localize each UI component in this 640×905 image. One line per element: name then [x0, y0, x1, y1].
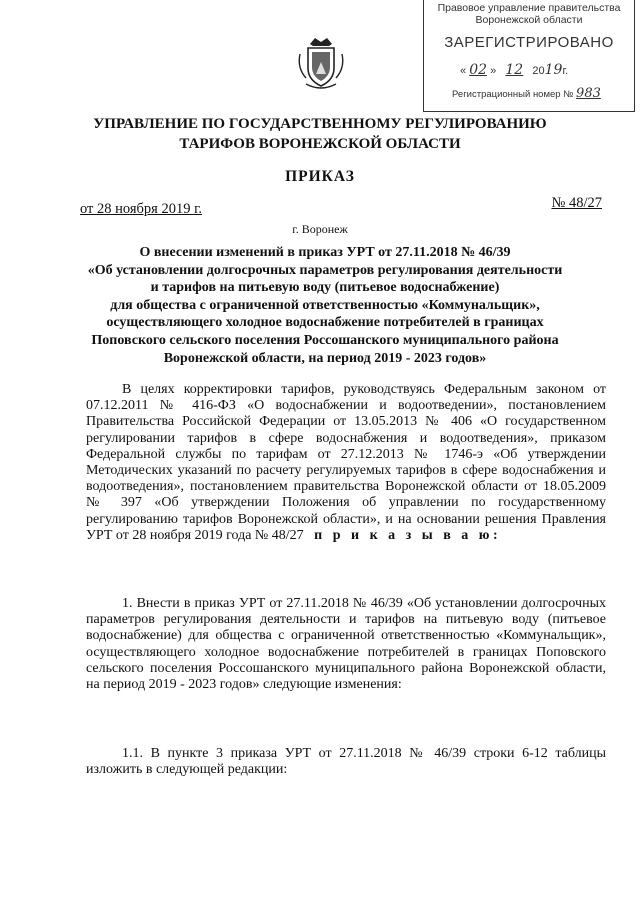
- preamble-text: В целях корректировки тарифов, руководствуясь Федеральным законом от 07.12.2011 № 416-ФЗ «О водоснабжении и водоотведении», постановлением Правительства Российской Федерации от 13.05.2013 № 406 «О государственном регулировании тарифов в сфере водоснабжения и водоотведения», приказом Федеральной службы по тарифам от 27.12.2013 № 1746-э «Об утверждении Методических указаний по расчету регулируемых тарифов в сфере водоснабжения и водоотведения», постановлением правительства Воронежской области от 18.05.2009 № 397 «Об утверждении Положения об управлении по государственному регулированию тарифов Воронежской области», и на основании решения Правления УРТ от 28 ноября 2019 года № 48/27: [86, 382, 606, 543]
- stamp-org-line1: Правовое управление правительства: [437, 2, 621, 14]
- stamp-reg-number: Регистрационный номер № 983: [452, 86, 601, 101]
- subject-line: Поповского сельского поселения Россошанского муниципального района: [91, 332, 559, 348]
- item-1-paragraph: 1. Внести в приказ УРТ от 27.11.2018 № 46/39 «Об установлении долгосрочных параметров регулирования деятельности и тарифов на питьевую воду (питьевое водоснабжение) для общества с ограниченной ответственностью «Коммунальщик», осуществляющего холодное водоснабжение потребителей в границах Поповского сельского поселения Россошанского муниципального района Воронежской области, на период 2019 - 2023 годов» следующие изменения:: [86, 596, 606, 693]
- header-line1: УПРАВЛЕНИЕ ПО ГОСУДАРСТВЕННОМУ РЕГУЛИРОВАНИЮ: [93, 116, 547, 132]
- order-word: п р и к а з ы в а ю:: [314, 527, 502, 543]
- document-subject: [60, 244, 590, 367]
- stamp-date: « 02 » 12 2019г.: [460, 62, 569, 78]
- document-title: ПРИКАЗ: [285, 168, 355, 185]
- subject-line: О внесении изменений в приказ УРТ от 27.11.2018 № 46/39: [139, 245, 511, 260]
- subject-line: и тарифов на питьевую воду (питьевое водоснабжение): [150, 280, 500, 296]
- document-number: № 48/27: [551, 195, 602, 211]
- stamp-org-line2: Воронежской области: [475, 14, 583, 26]
- subject-line: для общества с ограниченной ответственностью «Коммунальщик»,: [110, 297, 540, 313]
- coat-of-arms-emblem: [296, 34, 346, 92]
- registration-stamp: [423, 0, 635, 112]
- stamp-date-day: 02: [469, 62, 488, 78]
- preamble-paragraph: [86, 382, 606, 544]
- stamp-date-month: 12: [505, 62, 524, 78]
- header-line2: ТАРИФОВ ВОРОНЕЖСКОЙ ОБЛАСТИ: [179, 136, 461, 152]
- subject-line: «Об установлении долгосрочных параметров регулирования деятельности: [87, 262, 563, 278]
- stamp-registered: ЗАРЕГИСТРИРОВАНО: [444, 34, 614, 51]
- document-date: от 28 ноября 2019 г.: [80, 201, 203, 217]
- stamp-date-year: 19: [544, 62, 563, 78]
- subject-line: Воронежской области, на период 2019 - 2023 годов»: [163, 350, 487, 366]
- item-1-1-paragraph: 1.1. В пункте 3 приказа УРТ от 27.11.2018 № 46/39 строки 6-12 таблицы изложить в следующей редакции:: [86, 746, 606, 778]
- subject-line: осуществляющего холодное водоснабжение потребителей в границах: [106, 315, 544, 331]
- document-city: г. Воронеж: [292, 222, 348, 236]
